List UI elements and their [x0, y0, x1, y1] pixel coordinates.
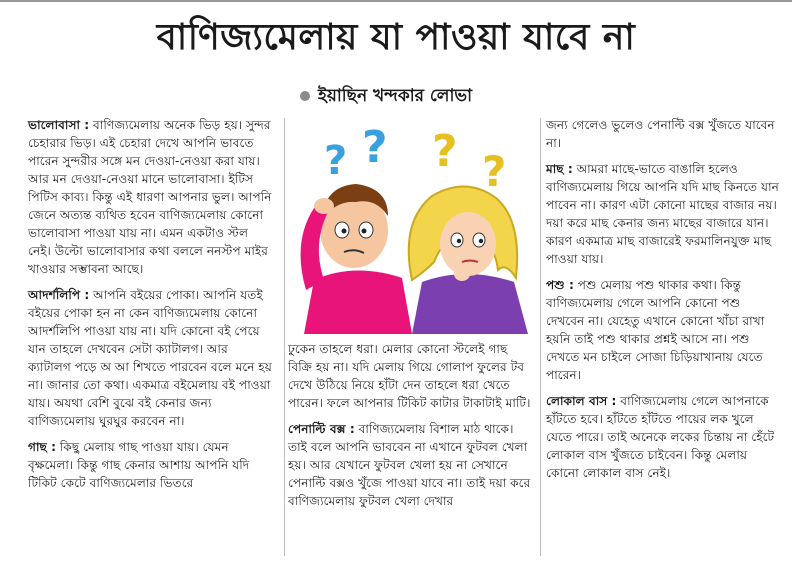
para-text: আপনি বইয়ের পোকা। আপনি যতই বইয়ের পোকা হন না কেন বাণিজ্যমেলায় কোনো আদর্শলিপি পাওয়া যায় না। যদি কোনো বই পেয়ে যান তাহলে দেখবেন সেটা ক্যাটালগ। আর ক্যাটালগ পড়ে অ আ শিখতে পারবেন বলে মনে হয় না। জানার তো কথা। একমাত্র বইমেলায় বই পাওয়া যায়। অযথা বেশি বুঝে বই কেনার জন্য বাণিজ্যমেলায় ঘুরঘুর করবেন না। [28, 288, 272, 428]
para-text: ঢুকেন তাহলে ধরা। মেলার কোনো স্টলেই গাছ বিক্রি হয় না। যদি মেলায় গিয়ে গোলাপ ফুলের টব দেখে উঠিয়ে নিয়ে হাঁটা দেন তাহলে ধরা খেতে পারেন। ফলে আপনার টিকিট কাটার টাকাটাই মাটি। [288, 342, 531, 410]
para-lead: ভালোবাসা : [28, 118, 90, 132]
paragraph-love [28, 116, 274, 278]
byline-author: ইয়াছিন খন্দকার লোভা [318, 86, 473, 106]
column-divider [540, 118, 541, 556]
paragraph-fish [546, 160, 782, 268]
para-lead: গাছ : [28, 440, 57, 454]
paragraph-penalty-box [288, 420, 534, 510]
question-mark-icon: ? [362, 122, 388, 173]
para-text: পশু মেলায় পশু থাকার কথা। কিন্তু বাণিজ্যমেলায় গেলে আপনি কোনো পশু দেখবেন না। যেহেতু এখানে কোনো খাঁচা রাখা হয়নি তাই পশু থাকার প্রশ্নই আসে না। পশু দেখতে মন চাইলে সোজা চিড়িয়াখানায় যেতে পারেন। [546, 278, 765, 382]
column-3 [546, 116, 782, 490]
para-text: কিছু মেলায় গাছ পাওয়া যায়। যেমন বৃক্ষমেলা। কিন্তু গাছ কেনার আশায় আপনি যদি টিকিট কেটে বাণিজ্যমেলার ভিতরে [28, 440, 250, 490]
question-mark-icon: ? [482, 147, 507, 196]
para-text: বাণিজ্যমেলায় বিশাল মাঠ থাকে। তাই বলে আপনি ভাববেন না এখানে ফুটবল খেলা হয়। আর যেখানে ফুটবল খেলা হয় না সেখানে পেনাল্টি বক্সও খুঁজে পাওয়া যাবে না। তাই দয়া করে বাণিজ্যমেলায় ফুটবল খেলা দেখার [288, 422, 531, 508]
para-text: আমরা মাছে-ভাতে বাঙালি হলেও বাণিজ্যমেলায় গিয়ে আপনি যদি মাছ কিনতে যান পাবেন না। কারণ এটা কোনো মাছের বাজার নয়। দয়া করে মাছ কেনার জন্য মাছের বাজারে যান। কারণ একমাত্র মাছ বাজারেই ফরমালিনযুক্ত মাছ পাওয়া যায়। [546, 162, 779, 266]
para-lead: আদর্শলিপি : [28, 288, 90, 302]
paragraph-tree [28, 438, 274, 492]
para-text: জন্য গেলেও ভুলেও পেনাল্টি বক্স খুঁজতে যাবেন না। [546, 118, 775, 150]
paragraph-adarshalipi [28, 286, 274, 430]
question-mark-icon: ? [432, 126, 458, 177]
paragraph-animal [546, 276, 782, 384]
woman-body [412, 274, 528, 334]
byline [300, 84, 472, 108]
headline: বাণিজ্যমেলায় যা পাওয়া যাবে না [156, 17, 636, 58]
woman-head [440, 212, 496, 276]
paragraph-local-bus [546, 392, 782, 482]
para-lead: লোকাল বাস : [546, 394, 617, 408]
para-text: বাণিজ্যমেলায় অনেক ভিড় হয়। সুন্দর চেহারার ভিড়। এই চেহারা দেখে আপনি ভাবতে পারেন সুন্দরীর সঙ্গে মন দেওয়া-নেওয়া করা যায়। আর মন দেওয়া-নেওয়া মানে ভালোবাসা। ইটিস পিটিস কাব্য। কিন্তু এই ধারণা আপনার ভুল। আপনি জেনে অত্যন্ত ব্যথিত হবেন বাণিজ্যমেলায় কোনো ভালোবাসা পাওয়া যায় না। এমন একটাও স্টল নেই। উল্টো ভালোবাসার কথা বললে ননস্টপ মাইর খাওয়ার সম্ভাবনা আছে। [28, 118, 272, 276]
confused-couple-illustration [284, 112, 540, 334]
para-text: বাণিজ্যমেলায় গেলে আপনাকে হাঁটতে হবে। হাঁটতে হাঁটতে পায়ের লক খুলে যেতে পারে। তাই অনেকে লকের চিন্তায় না হেঁটে লোকাল বাস খুঁজতে চাইবেন। কিন্তু মেলায় কোনো লোকাল বাস নেই। [546, 394, 775, 480]
paragraph-penalty-cont [546, 116, 782, 152]
top-rule [0, 0, 792, 2]
bullet-icon [300, 91, 310, 101]
question-mark-icon: ? [324, 138, 348, 184]
paragraph-tree-cont [288, 340, 534, 412]
para-lead: পেনাল্টি বক্স : [288, 422, 355, 436]
column-2 [288, 340, 534, 518]
column-1 [28, 116, 274, 500]
para-lead: মাছ : [546, 162, 573, 176]
para-lead: পশু : [546, 278, 574, 292]
